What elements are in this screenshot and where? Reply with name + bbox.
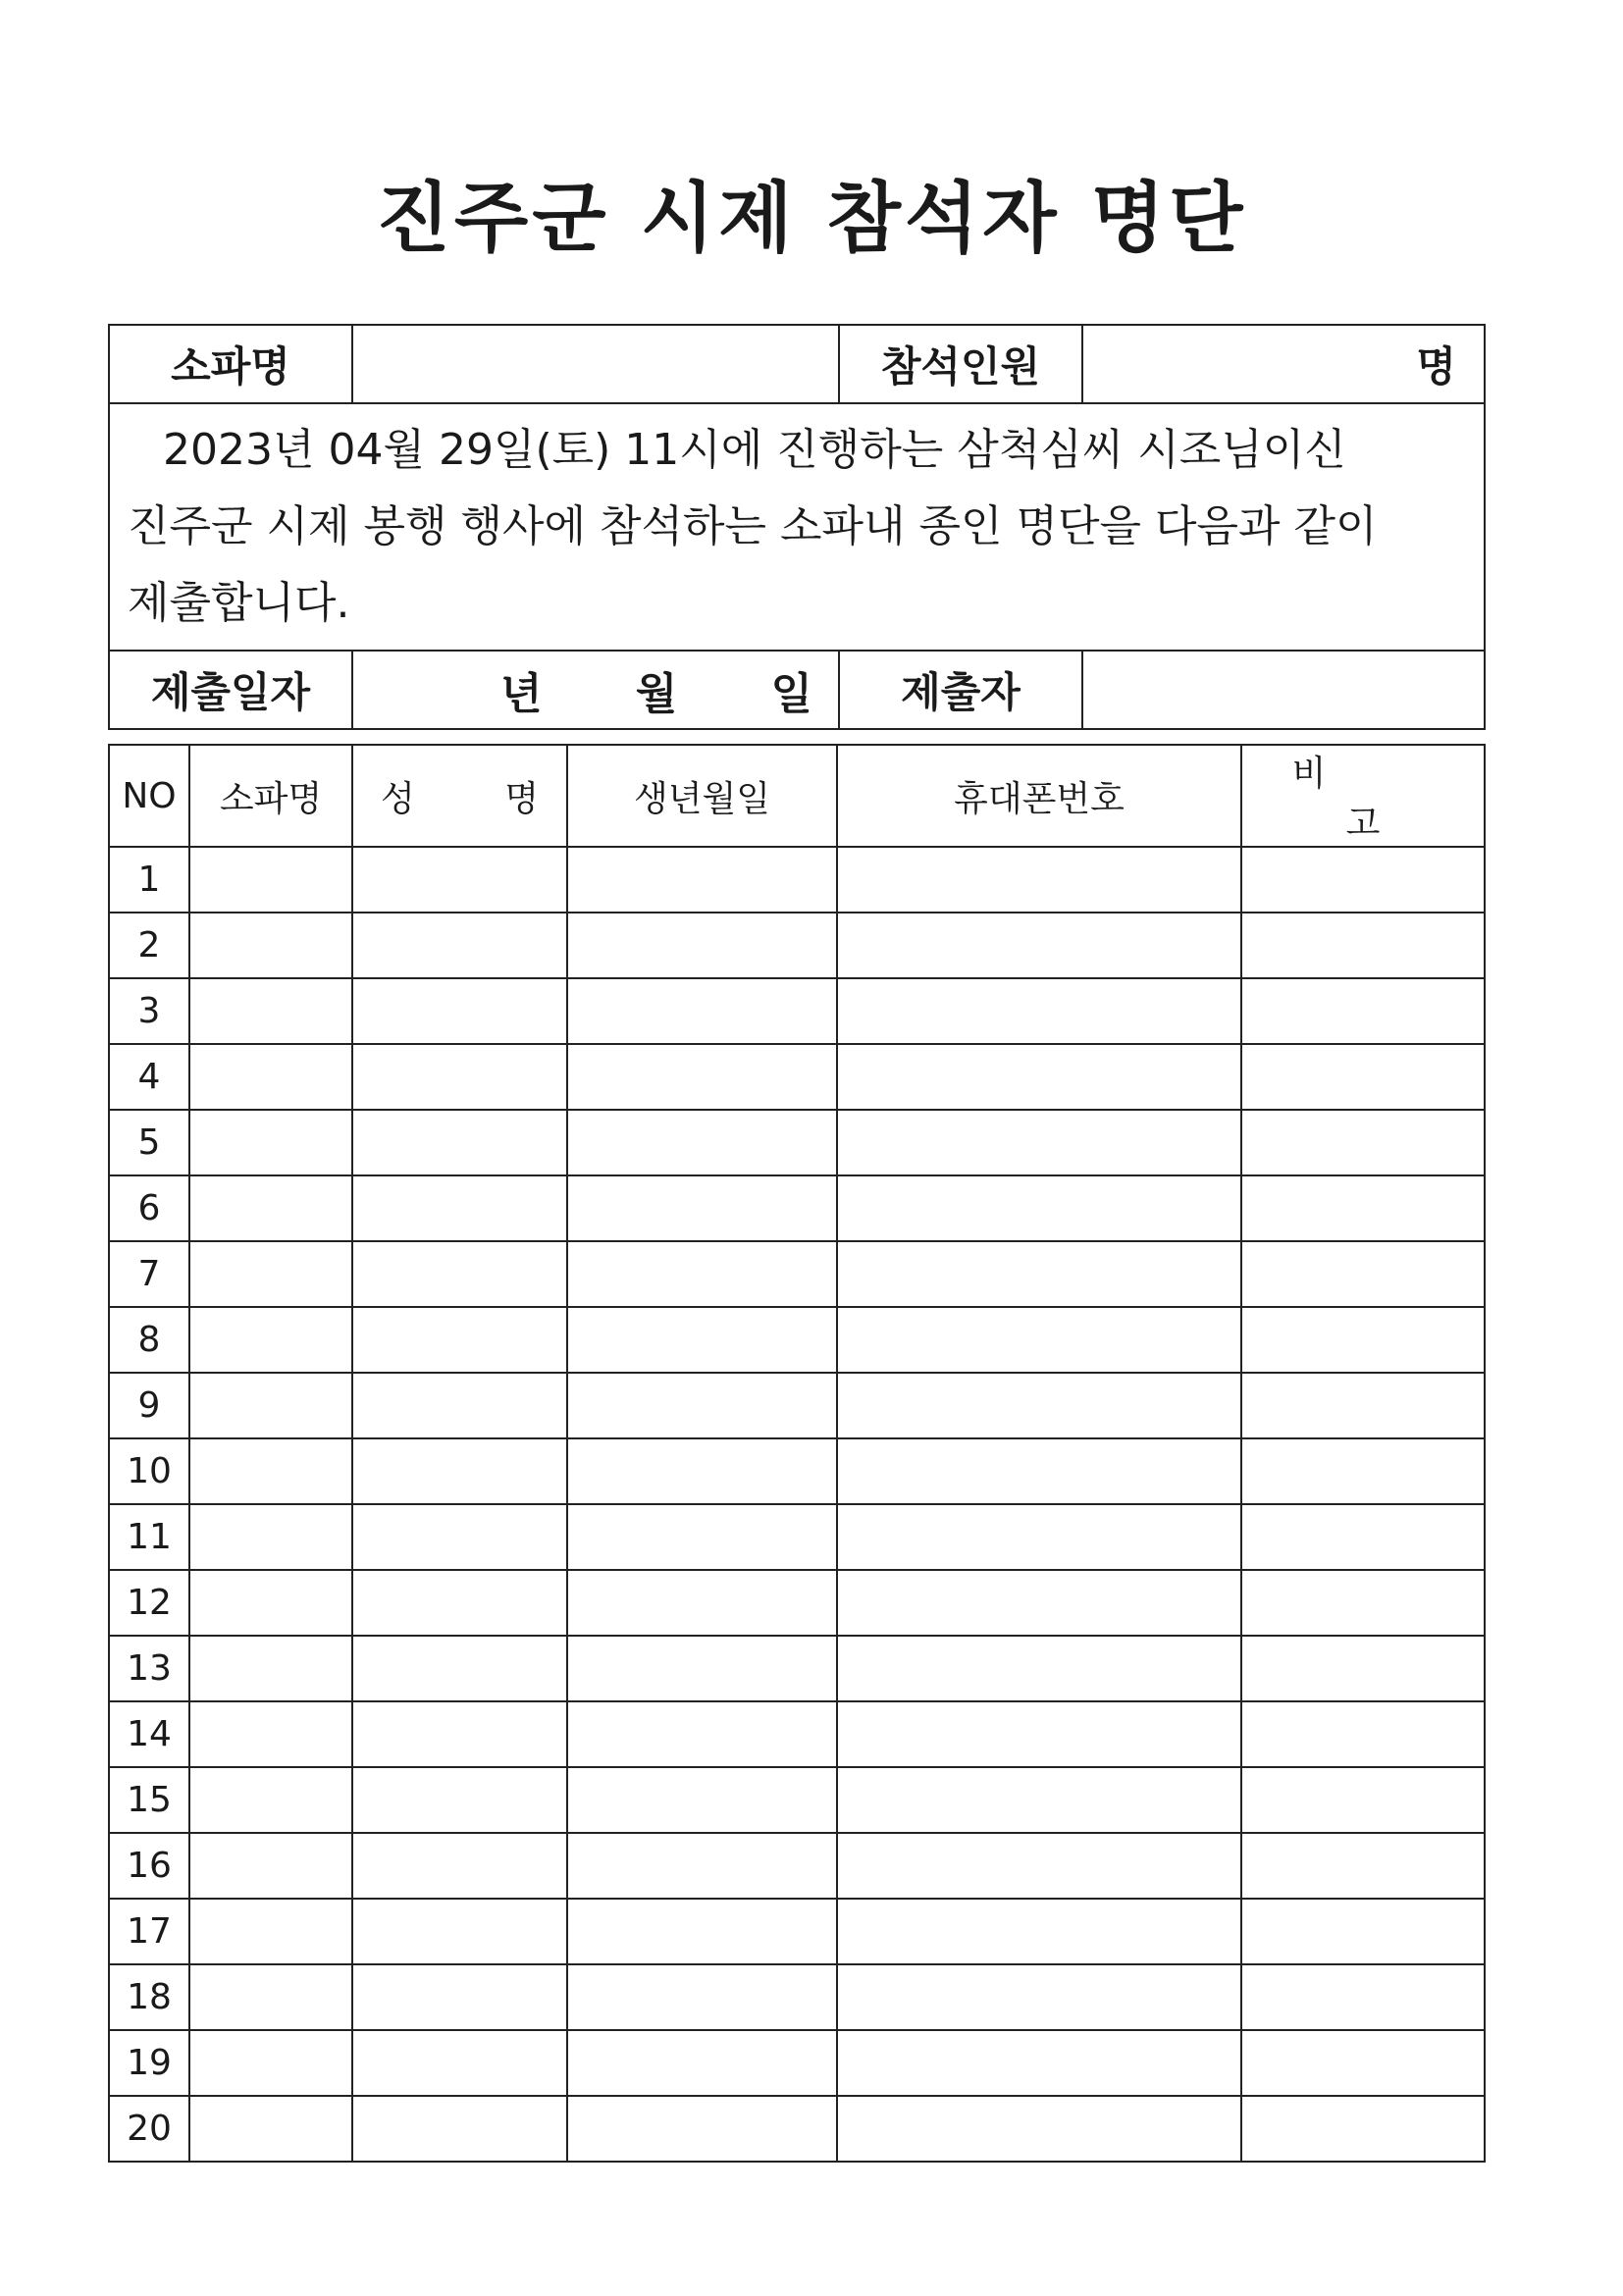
name-cell[interactable] [352,1767,567,1833]
table-row [109,1636,1485,1701]
branch-cell[interactable] [189,1110,352,1175]
row-number: 18 [109,1964,189,2030]
info-box [108,324,1486,730]
header-name: 성 명 [352,745,567,847]
branch-cell[interactable] [189,1504,352,1570]
row-number: 15 [109,1767,189,1833]
table-row [109,847,1485,913]
branch-cell[interactable] [189,1899,352,1964]
branch-cell[interactable] [189,978,352,1044]
name-cell[interactable] [352,1570,567,1636]
birthdate-cell[interactable] [567,1373,837,1438]
phone-cell[interactable] [837,1636,1241,1701]
table-row [109,1701,1485,1767]
row-number: 9 [109,1373,189,1438]
info-row-branch [109,325,1485,403]
remarks-cell[interactable] [1241,1307,1485,1373]
remarks-cell[interactable] [1241,913,1485,978]
table-row [109,1307,1485,1373]
remarks-cell[interactable] [1241,1899,1485,1964]
row-number: 14 [109,1701,189,1767]
table-row [109,1438,1485,1504]
remarks-cell[interactable] [1241,1241,1485,1307]
birthdate-cell[interactable] [567,1636,837,1701]
remarks-cell[interactable] [1241,1373,1485,1438]
table-row [109,1110,1485,1175]
branch-cell[interactable] [189,1701,352,1767]
row-number: 1 [109,847,189,913]
birthdate-cell[interactable] [567,978,837,1044]
phone-cell[interactable] [837,1833,1241,1899]
phone-cell[interactable] [837,1110,1241,1175]
branch-field[interactable] [352,325,839,403]
date-day-unit: 일 [770,669,812,719]
table-row [109,1899,1485,1964]
birthdate-cell[interactable] [567,2096,837,2162]
phone-cell[interactable] [837,1438,1241,1504]
name-cell[interactable] [352,1307,567,1373]
row-number: 16 [109,1833,189,1899]
row-number: 4 [109,1044,189,1110]
birthdate-cell[interactable] [567,1110,837,1175]
branch-cell[interactable] [189,1373,352,1438]
birthdate-cell[interactable] [567,1833,837,1899]
phone-cell[interactable] [837,913,1241,978]
branch-cell[interactable] [189,1438,352,1504]
table-row [109,1767,1485,1833]
phone-cell[interactable] [837,1373,1241,1438]
phone-cell[interactable] [837,1899,1241,1964]
header-branch: 소파명 [189,745,352,847]
phone-cell[interactable] [837,1307,1241,1373]
phone-cell[interactable] [837,1701,1241,1767]
branch-cell[interactable] [189,1241,352,1307]
header-birthdate: 생년월일 [567,745,837,847]
branch-cell[interactable] [189,1570,352,1636]
remarks-cell[interactable] [1241,1044,1485,1110]
name-cell[interactable] [352,1964,567,2030]
submission-date-field[interactable] [352,651,839,729]
branch-cell[interactable] [189,1767,352,1833]
row-number: 5 [109,1110,189,1175]
phone-cell[interactable] [837,2096,1241,2162]
info-row-submission [109,651,1485,729]
attendees-field[interactable] [1082,325,1485,403]
birthdate-cell[interactable] [567,1899,837,1964]
name-cell[interactable] [352,978,567,1044]
header-no: NO [109,745,189,847]
remarks-cell[interactable] [1241,1636,1485,1701]
name-cell[interactable] [352,1504,567,1570]
row-number: 10 [109,1438,189,1504]
row-number: 3 [109,978,189,1044]
birthdate-cell[interactable] [567,1504,837,1570]
birthdate-cell[interactable] [567,1767,837,1833]
remarks-cell[interactable] [1241,2096,1485,2162]
remarks-cell[interactable] [1241,1110,1485,1175]
phone-cell[interactable] [837,2030,1241,2096]
branch-cell[interactable] [189,1964,352,2030]
roster-header-row [109,745,1485,847]
table-row [109,913,1485,978]
phone-cell[interactable] [837,1241,1241,1307]
table-row [109,978,1485,1044]
branch-cell[interactable] [189,2096,352,2162]
remarks-cell[interactable] [1241,847,1485,913]
row-number: 7 [109,1241,189,1307]
attendees-unit: 명 [1416,342,1456,391]
birthdate-cell[interactable] [567,913,837,978]
birthdate-cell[interactable] [567,1701,837,1767]
phone-cell[interactable] [837,847,1241,913]
phone-cell[interactable] [837,1175,1241,1241]
name-cell[interactable] [352,1438,567,1504]
birthdate-cell[interactable] [567,1964,837,2030]
name-cell[interactable] [352,1636,567,1701]
name-cell[interactable] [352,1241,567,1307]
name-cell[interactable] [352,1044,567,1110]
branch-cell[interactable] [189,1833,352,1899]
phone-cell[interactable] [837,1570,1241,1636]
name-cell[interactable] [352,847,567,913]
name-cell[interactable] [352,1701,567,1767]
branch-cell[interactable] [189,847,352,913]
row-number: 11 [109,1504,189,1570]
row-number: 19 [109,2030,189,2096]
branch-cell[interactable] [189,1636,352,1701]
remarks-cell[interactable] [1241,978,1485,1044]
header-phone: 휴대폰번호 [837,745,1241,847]
name-cell[interactable] [352,913,567,978]
date-year-unit: 년 [500,669,543,719]
remarks-cell[interactable] [1241,1701,1485,1767]
remarks-cell[interactable] [1241,1833,1485,1899]
birthdate-cell[interactable] [567,1175,837,1241]
header-remarks: 비 고 [1241,745,1485,847]
date-month-unit: 월 [635,669,678,719]
submitter-label: 제출자 [839,651,1082,729]
name-cell[interactable] [352,2096,567,2162]
attendees-label: 참석인원 [839,325,1082,403]
table-row [109,2030,1485,2096]
statement-line: 제출합니다. [128,578,350,628]
submitter-field[interactable] [1082,651,1485,729]
branch-cell[interactable] [189,1307,352,1373]
phone-cell[interactable] [837,1767,1241,1833]
remarks-cell[interactable] [1241,1438,1485,1504]
birthdate-cell[interactable] [567,2030,837,2096]
name-cell[interactable] [352,1373,567,1438]
branch-cell[interactable] [189,913,352,978]
name-cell[interactable] [352,1110,567,1175]
attendee-roster-table [108,744,1489,2163]
info-row-statement [109,403,1485,651]
remarks-cell[interactable] [1241,1767,1485,1833]
branch-cell[interactable] [189,1175,352,1241]
row-number: 8 [109,1307,189,1373]
remarks-cell[interactable] [1241,1570,1485,1636]
table-row [109,1373,1485,1438]
row-number: 6 [109,1175,189,1241]
branch-label: 소파명 [109,325,352,403]
row-number: 13 [109,1636,189,1701]
birthdate-cell[interactable] [567,847,837,913]
row-number: 2 [109,913,189,978]
birthdate-cell[interactable] [567,1438,837,1504]
birthdate-cell[interactable] [567,1307,837,1373]
branch-cell[interactable] [189,1044,352,1110]
statement-line: 진주군 시제 봉행 행사에 참석하는 소파내 종인 명단을 다음과 같이 [128,501,1378,551]
table-row [109,1175,1485,1241]
birthdate-cell[interactable] [567,1241,837,1307]
table-row [109,2096,1485,2162]
submission-date-label: 제출일자 [109,651,352,729]
phone-cell[interactable] [837,1504,1241,1570]
name-cell[interactable] [352,1899,567,1964]
table-row [109,1504,1485,1570]
table-row [109,1964,1485,2030]
statement-text [109,403,1485,651]
roster-body [109,847,1485,2162]
remarks-cell[interactable] [1241,1175,1485,1241]
table-row [109,1833,1485,1899]
name-cell[interactable] [352,1833,567,1899]
table-row [109,1241,1485,1307]
branch-cell[interactable] [189,2030,352,2096]
table-row [109,1570,1485,1636]
remarks-cell[interactable] [1241,1964,1485,2030]
table-row [109,1044,1485,1110]
phone-cell[interactable] [837,1964,1241,2030]
remarks-cell[interactable] [1241,2030,1485,2096]
statement-line: 2023년 04월 29일(토) 11시에 진행하는 삼척심씨 시조님이신 [163,425,1346,475]
phone-cell[interactable] [837,978,1241,1044]
row-number: 20 [109,2096,189,2162]
birthdate-cell[interactable] [567,1044,837,1110]
birthdate-cell[interactable] [567,1570,837,1636]
phone-cell[interactable] [837,1044,1241,1110]
document-title: 진주군 시제 참석자 명단 [376,174,1247,263]
name-cell[interactable] [352,2030,567,2096]
name-cell[interactable] [352,1175,567,1241]
remarks-cell[interactable] [1241,1504,1485,1570]
row-number: 17 [109,1899,189,1964]
row-number: 12 [109,1570,189,1636]
